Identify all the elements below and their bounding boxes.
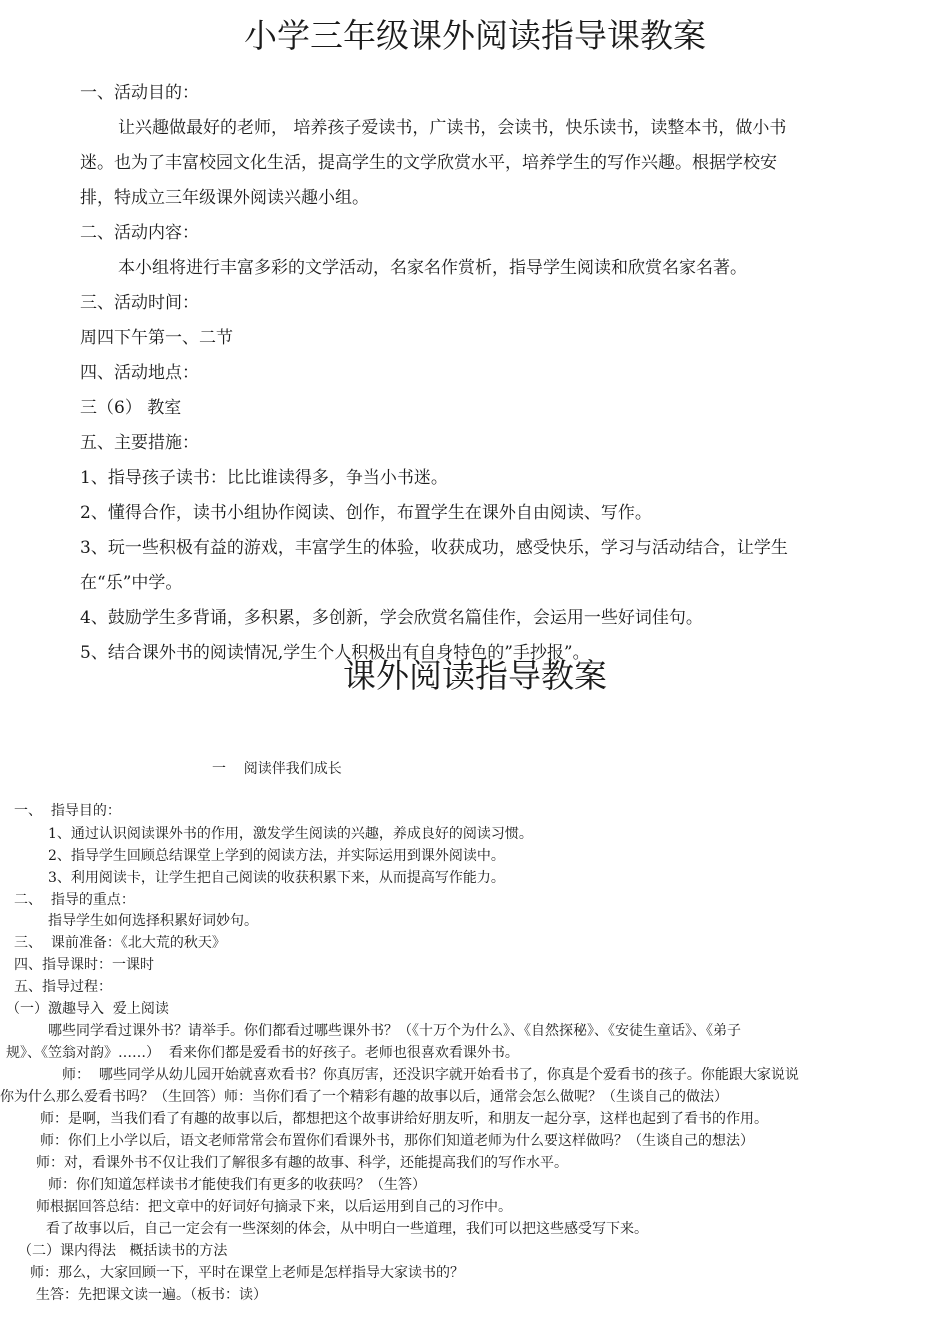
paragraph-line: 迷。也为了丰富校园文化生活，提高学生的文学欣赏水平，培养学生的写作兴趣。根据学校安	[80, 153, 777, 173]
document-title-1: 小学三年级课外阅读指导课教案	[244, 16, 706, 55]
list-item: 2、懂得合作，读书小组协作阅读、创作，布置学生在课外自由阅读、写作。	[80, 503, 652, 523]
paragraph-line: 师：对，看课外书不仅让我们了解很多有趣的故事、科学，还能提高我们的写作水平。	[36, 1155, 568, 1171]
list-item: 5、结合课外书的阅读情况,学生个人积极出有自身特色的”手抄报”。	[80, 643, 590, 663]
paragraph-line: 本小组将进行丰富多彩的文学活动，名家名作赏析，指导学生阅读和欣赏名家名著。	[118, 258, 747, 278]
paragraph-line: 规》、《笠翁对韵》……） 看来你们都是爱看书的好孩子。老师也很喜欢看课外书。	[6, 1045, 519, 1061]
list-item: 1、通过认识阅读课外书的作用，激发学生阅读的兴趣，养成良好的阅读习惯。	[48, 826, 533, 842]
list-item: 3、利用阅读卡，让学生把自己阅读的收获积累下来，从而提高写作能力。	[48, 870, 505, 886]
paragraph-line: 生答：先把课文读一遍。（板书：读）	[36, 1287, 267, 1303]
section-heading: 二、 指导的重点：	[14, 892, 135, 908]
paragraph-line: 你为什么那么爱看书吗？（生回答）师：当你们看了一个精彩有趣的故事以后，通常会怎么做呢？（生谈自己的做法）	[0, 1089, 728, 1105]
paragraph-line: 师：那么，大家回顾一下，平时在课堂上老师是怎样指导大家读书的？	[30, 1265, 464, 1281]
section-heading-content: 二、活动内容：	[80, 223, 199, 243]
paragraph-line: 周四下午第一、二节	[80, 328, 233, 348]
section-heading: 三、 课前准备：《北大荒的秋天》	[14, 935, 226, 951]
list-item: 1、指导孩子读书：比比谁读得多，争当小书迷。	[80, 468, 448, 488]
list-item-continuation: 在“乐”中学。	[80, 573, 183, 593]
section-heading: 四、指导课时：一课时	[14, 957, 154, 973]
list-item: 2、指导学生回顾总结课堂上学到的阅读方法，并实际运用到课外阅读中。	[48, 848, 505, 864]
section-heading-measures: 五、主要措施：	[80, 433, 199, 453]
paragraph-line: 让兴趣做最好的老师， 培养孩子爱读书，广读书，会读书，快乐读书，读整本书，做小书	[118, 118, 787, 138]
paragraph-line: 排，特成立三年级课外阅读兴趣小组。	[80, 188, 369, 208]
paragraph-line: 师： 哪些同学从幼儿园开始就喜欢看书？你真厉害，还没识字就开始看书了，你真是个爱看书的孩子。你能跟大家说说	[62, 1067, 799, 1083]
section-heading-time: 三、活动时间：	[80, 293, 199, 313]
subsection-heading: （一）激趣导入 爱上阅读	[6, 1001, 169, 1017]
list-item: 4、鼓励学生多背诵，多积累，多创新，学会欣赏名篇佳作，会运用一些好词佳句。	[80, 608, 703, 628]
paragraph-line: 哪些同学看过课外书？请举手。你们都看过哪些课外书？（《十万个为什么》、《自然探秘》、《安徒生童话》、《弟子	[48, 1023, 741, 1039]
paragraph-line: 师：你们知道怎样读书才能使我们有更多的收获吗？（生答）	[48, 1177, 426, 1193]
paragraph-line: 看了故事以后，自己一定会有一些深刻的体会，从中明白一些道理，我们可以把这些感受写下来。	[46, 1221, 648, 1237]
section-heading: 一、 指导目的：	[14, 803, 121, 819]
paragraph-line: 师：你们上小学以后，语文老师常常会布置你们看课外书，那你们知道老师为什么要这样做吗？（生谈自己的想法）	[40, 1133, 754, 1149]
list-item: 3、玩一些积极有益的游戏，丰富学生的体验，收获成功，感受快乐，学习与活动结合，让学生	[80, 538, 788, 558]
section-heading: 五、指导过程：	[14, 979, 112, 995]
unit-subtitle: 一 阅读伴我们成长	[212, 761, 342, 777]
subsection-heading: （二）课内得法 概括读书的方法	[18, 1243, 228, 1259]
paragraph-line: 师根据回答总结：把文章中的好词好句摘录下来，以后运用到自己的习作中。	[36, 1199, 512, 1215]
paragraph-line: 指导学生如何选择积累好词妙句。	[48, 913, 258, 929]
section-heading-location: 四、活动地点：	[80, 363, 199, 383]
document-title-2: 课外阅读指导教案	[343, 656, 607, 695]
paragraph-line: 师：是啊，当我们看了有趣的故事以后，都想把这个故事讲给好朋友听，和朋友一起分享，这样也起到了看书的作用。	[40, 1111, 768, 1127]
section-heading-purpose: 一、活动目的：	[80, 83, 199, 103]
paragraph-line: 三（6） 教室	[80, 398, 182, 418]
